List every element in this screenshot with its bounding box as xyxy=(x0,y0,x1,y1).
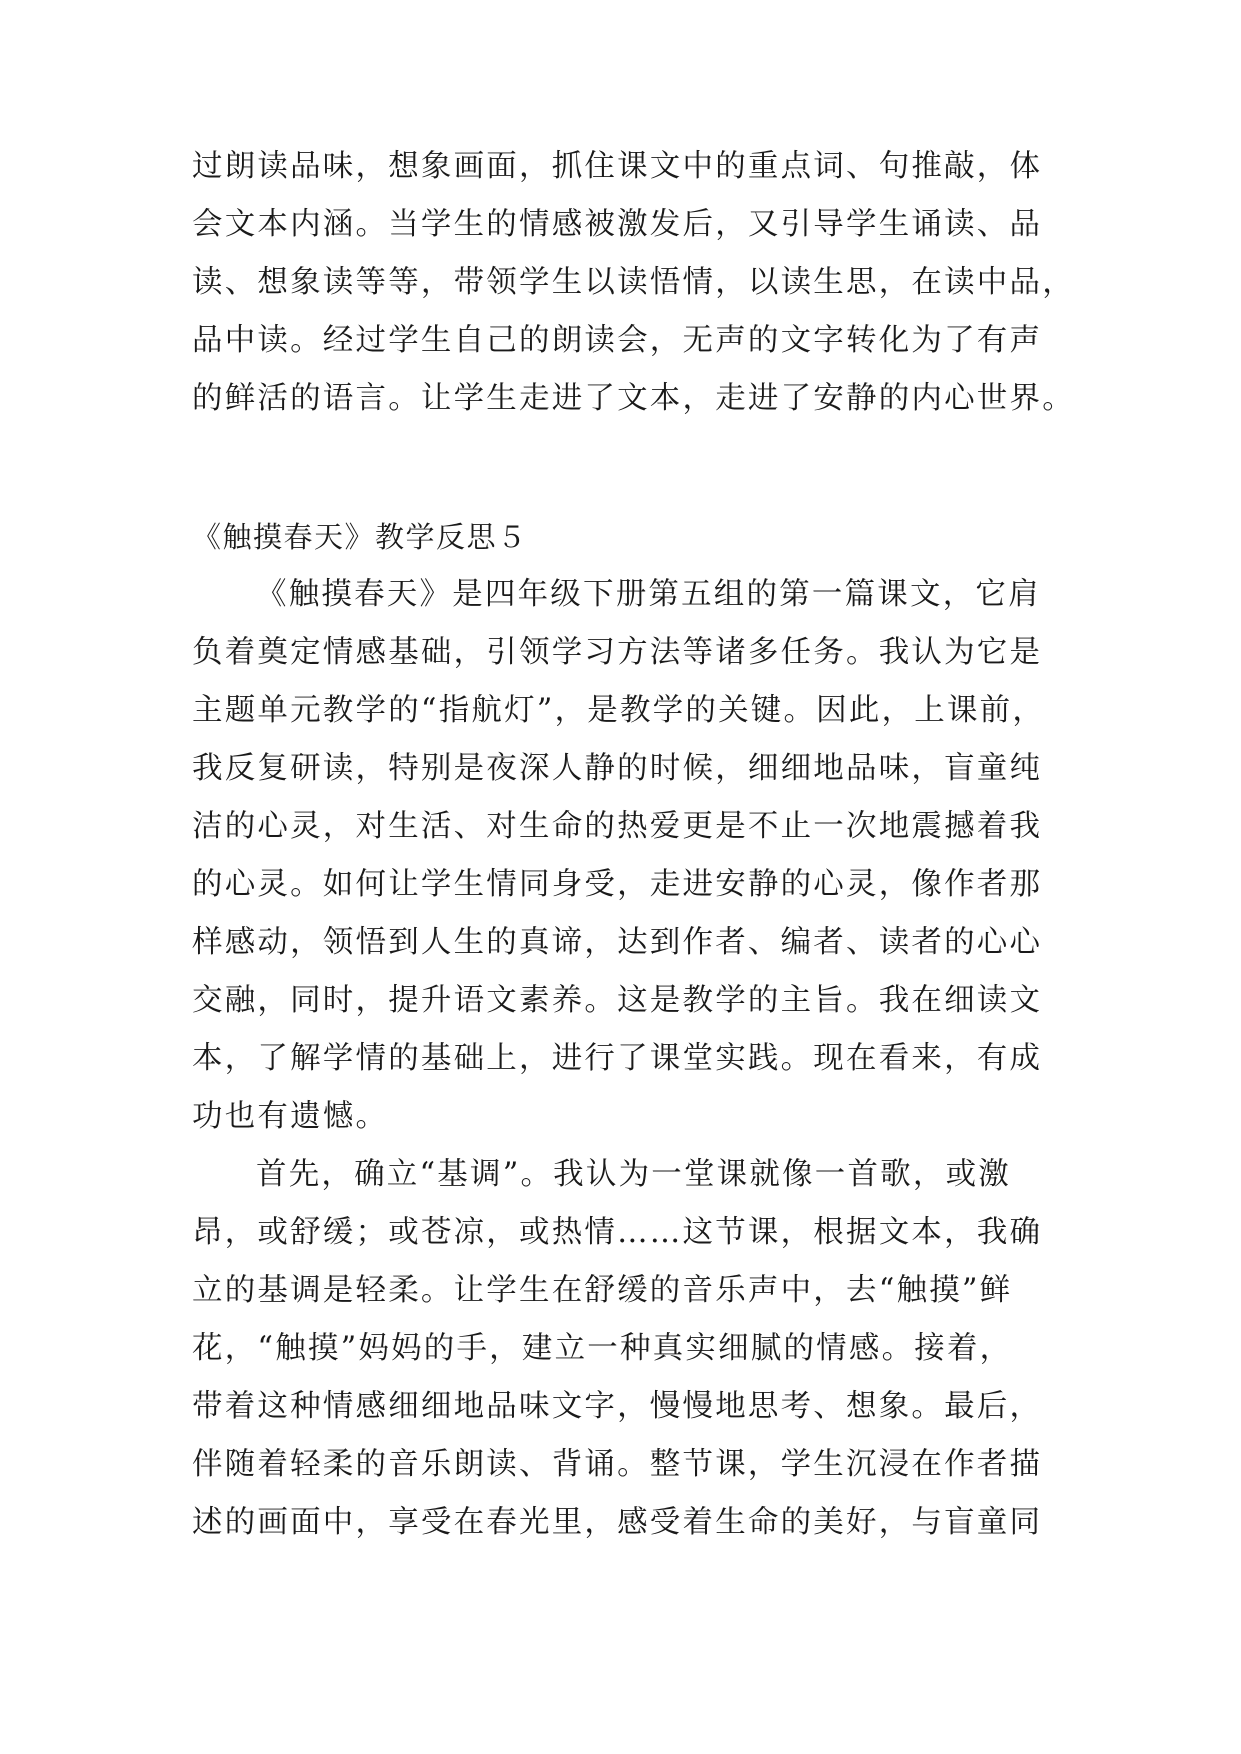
text-line: 花，“触摸”妈妈的手，建立一种真实细腻的情感。接着， xyxy=(192,1331,1013,1366)
text-line: 负着奠定情感基础，引领学习方法等诸多任务。我认为它是 xyxy=(192,635,1043,670)
section-heading xyxy=(192,508,1062,566)
text-line: 首先，确立“基调”。我认为一堂课就像一首歌，或激 xyxy=(256,1157,1011,1192)
text-line: 主题单元教学的“指航灯”，是教学的关键。因此，上课前， xyxy=(192,693,1046,728)
text-line: 洁的心灵，对生活、对生命的热爱更是不止一次地震撼着我 xyxy=(192,809,1043,844)
text-line: 《触摸春天》是四年级下册第五组的第一篇课文，它肩 xyxy=(256,577,1041,612)
text-line: 述的画面中，享受在春光里，感受着生命的美好，与盲童同 xyxy=(192,1505,1043,1540)
text-line: 会文本内涵。当学生的情感被激发后，又引导学生诵读、品 xyxy=(192,207,1043,242)
paragraph-1 xyxy=(192,566,1062,1146)
text-line: 品中读。经过学生自己的朗读会，无声的文字转化为了有声 xyxy=(192,323,1043,358)
text-line: 我反复研读，特别是夜深人静的时候，细细地品味，盲童纯 xyxy=(192,751,1043,786)
text-line: 交融，同时，提升语文素养。这是教学的主旨。我在细读文 xyxy=(192,983,1043,1018)
text-line: 读、想象读等等，带领学生以读悟情，以读生思，在读中品， xyxy=(192,265,1075,300)
text-line: 的鲜活的语言。让学生走进了文本，走进了安静的内心世界。 xyxy=(192,381,1075,416)
text-line: 的心灵。如何让学生情同身受，走进安静的心灵，像作者那 xyxy=(192,867,1043,902)
paragraph-continued xyxy=(192,138,1075,428)
text-line: 本，了解学情的基础上，进行了课堂实践。现在看来，有成 xyxy=(192,1041,1043,1076)
text-line: 样感动，领悟到人生的真谛，达到作者、编者、读者的心心 xyxy=(192,925,1043,960)
text-line: 伴随着轻柔的音乐朗读、背诵。整节课，学生沉浸在作者描 xyxy=(192,1447,1043,1482)
text-line: 带着这种情感细细地品味文字，慢慢地思考、想象。最后， xyxy=(192,1389,1043,1424)
text-line: 过朗读品味，想象画面，抓住课文中的重点词、句推敲，体 xyxy=(192,149,1043,184)
paragraph-2 xyxy=(192,1146,1062,1552)
text-line: 立的基调是轻柔。让学生在舒缓的音乐声中，去“触摸”鲜 xyxy=(192,1273,1013,1308)
text-line: 功也有遗憾。 xyxy=(192,1099,389,1134)
section-title: 《触摸春天》教学反思５ xyxy=(192,520,528,554)
text-line: 昂，或舒缓；或苍凉，或热情……这节课，根据文本，我确 xyxy=(192,1215,1043,1250)
